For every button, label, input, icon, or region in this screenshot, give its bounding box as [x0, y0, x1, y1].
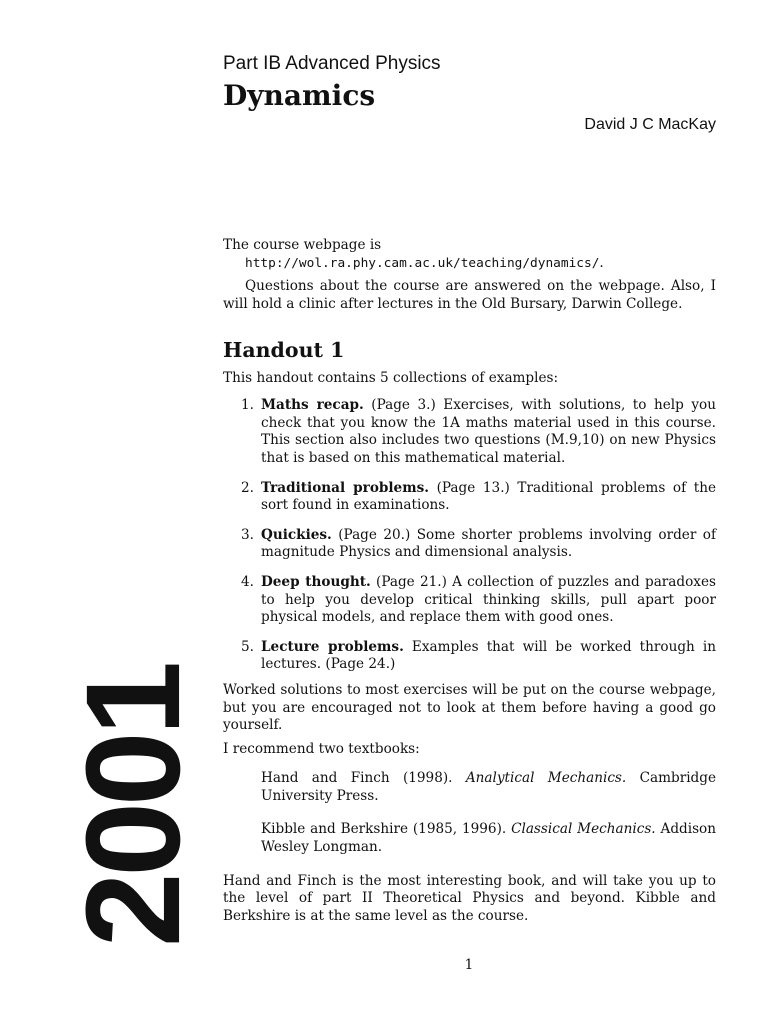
- list-item: [223, 639, 716, 674]
- side-year-text: 2001: [59, 664, 209, 948]
- textbook-reference: [223, 821, 716, 856]
- list-item-number: 2.: [241, 479, 254, 496]
- list-item-title: Traditional problems.: [261, 479, 429, 496]
- worked-solutions-paragraph: Worked solutions to most exercises will be put on the course webpage, but you are encouraged not to look at them before having a good go yourself.: [223, 681, 716, 734]
- page-title: Dynamics: [223, 79, 376, 112]
- list-item-number: 1.: [241, 397, 254, 414]
- list-item-text: (Page 21.) A collection of puzzles and paradoxes to help you develop critical thinking skills, pull apart poor physical models, and replace them with good ones.: [261, 573, 716, 626]
- textbook-reference: [223, 770, 716, 805]
- handout-section: [223, 338, 716, 931]
- webpage-url-period: .: [599, 254, 604, 271]
- closing-paragraph: Hand and Finch is the most interesting book, and will take you up to the level of part II Theoretical Physics and beyond. Kibble and Berkshire is at the same level as the course.: [223, 872, 716, 924]
- list-item-number: 5.: [241, 638, 254, 655]
- list-item-text: (Page 3.) Exercises, with solutions, to help you check that you know the 1A maths material used in this course. This section also includes two questions (M.9,10) on new Physics that is based on this mathematical material.: [261, 397, 716, 466]
- page-number: 1: [464, 957, 474, 973]
- webpage-label: The course webpage is: [223, 237, 382, 253]
- webpage-url[interactable]: http://wol.ra.phy.cam.ac.uk/teaching/dynamics/: [245, 255, 600, 271]
- example-collections-list: [223, 397, 716, 674]
- list-item-title: Maths recap.: [261, 397, 364, 414]
- list-item: [223, 574, 716, 627]
- list-item: [223, 480, 716, 515]
- author-name: David J C MacKay: [584, 116, 716, 133]
- course-part: Part IB Advanced Physics: [223, 53, 441, 74]
- list-item-title: Deep thought.: [261, 573, 371, 590]
- webpage-line: [223, 255, 716, 273]
- side-year-label: [59, 664, 209, 948]
- handout-heading: Handout 1: [223, 338, 345, 362]
- list-item: [223, 397, 716, 467]
- list-item-text: (Page 20.) Some shorter problems involving order of magnitude Physics and dimensional analysis.: [261, 526, 716, 561]
- reference-publisher: Cambridge University Press.: [261, 770, 716, 804]
- questions-paragraph: Questions about the course are answered on the webpage. Also, I will hold a clinic after lectures in the Old Bursary, Darwin College.: [223, 278, 716, 312]
- handout-lead: This handout contains 5 collections of examples:: [223, 369, 559, 386]
- reference-publisher: Addison Wesley Longman.: [261, 821, 716, 856]
- list-item-title: Lecture problems.: [261, 638, 404, 655]
- list-item-title: Quickies.: [261, 526, 332, 543]
- intro-section: [223, 237, 716, 319]
- list-item-number: 4.: [241, 573, 254, 590]
- reference-authors: Kibble and Berkshire (1985, 1996).: [261, 821, 512, 838]
- reference-title: Classical Mechanics.: [511, 821, 656, 838]
- list-item: [223, 527, 716, 562]
- reference-title: Analytical Mechanics.: [465, 770, 627, 787]
- list-item-text: (Page 13.) Traditional problems of the sort found in examinations.: [261, 479, 716, 514]
- list-item-text: Examples that will be worked through in lectures. (Page 24.): [261, 638, 716, 673]
- reference-authors: Hand and Finch (1998).: [261, 770, 466, 787]
- list-item-number: 3.: [241, 526, 254, 543]
- recommend-paragraph: I recommend two textbooks:: [223, 740, 420, 757]
